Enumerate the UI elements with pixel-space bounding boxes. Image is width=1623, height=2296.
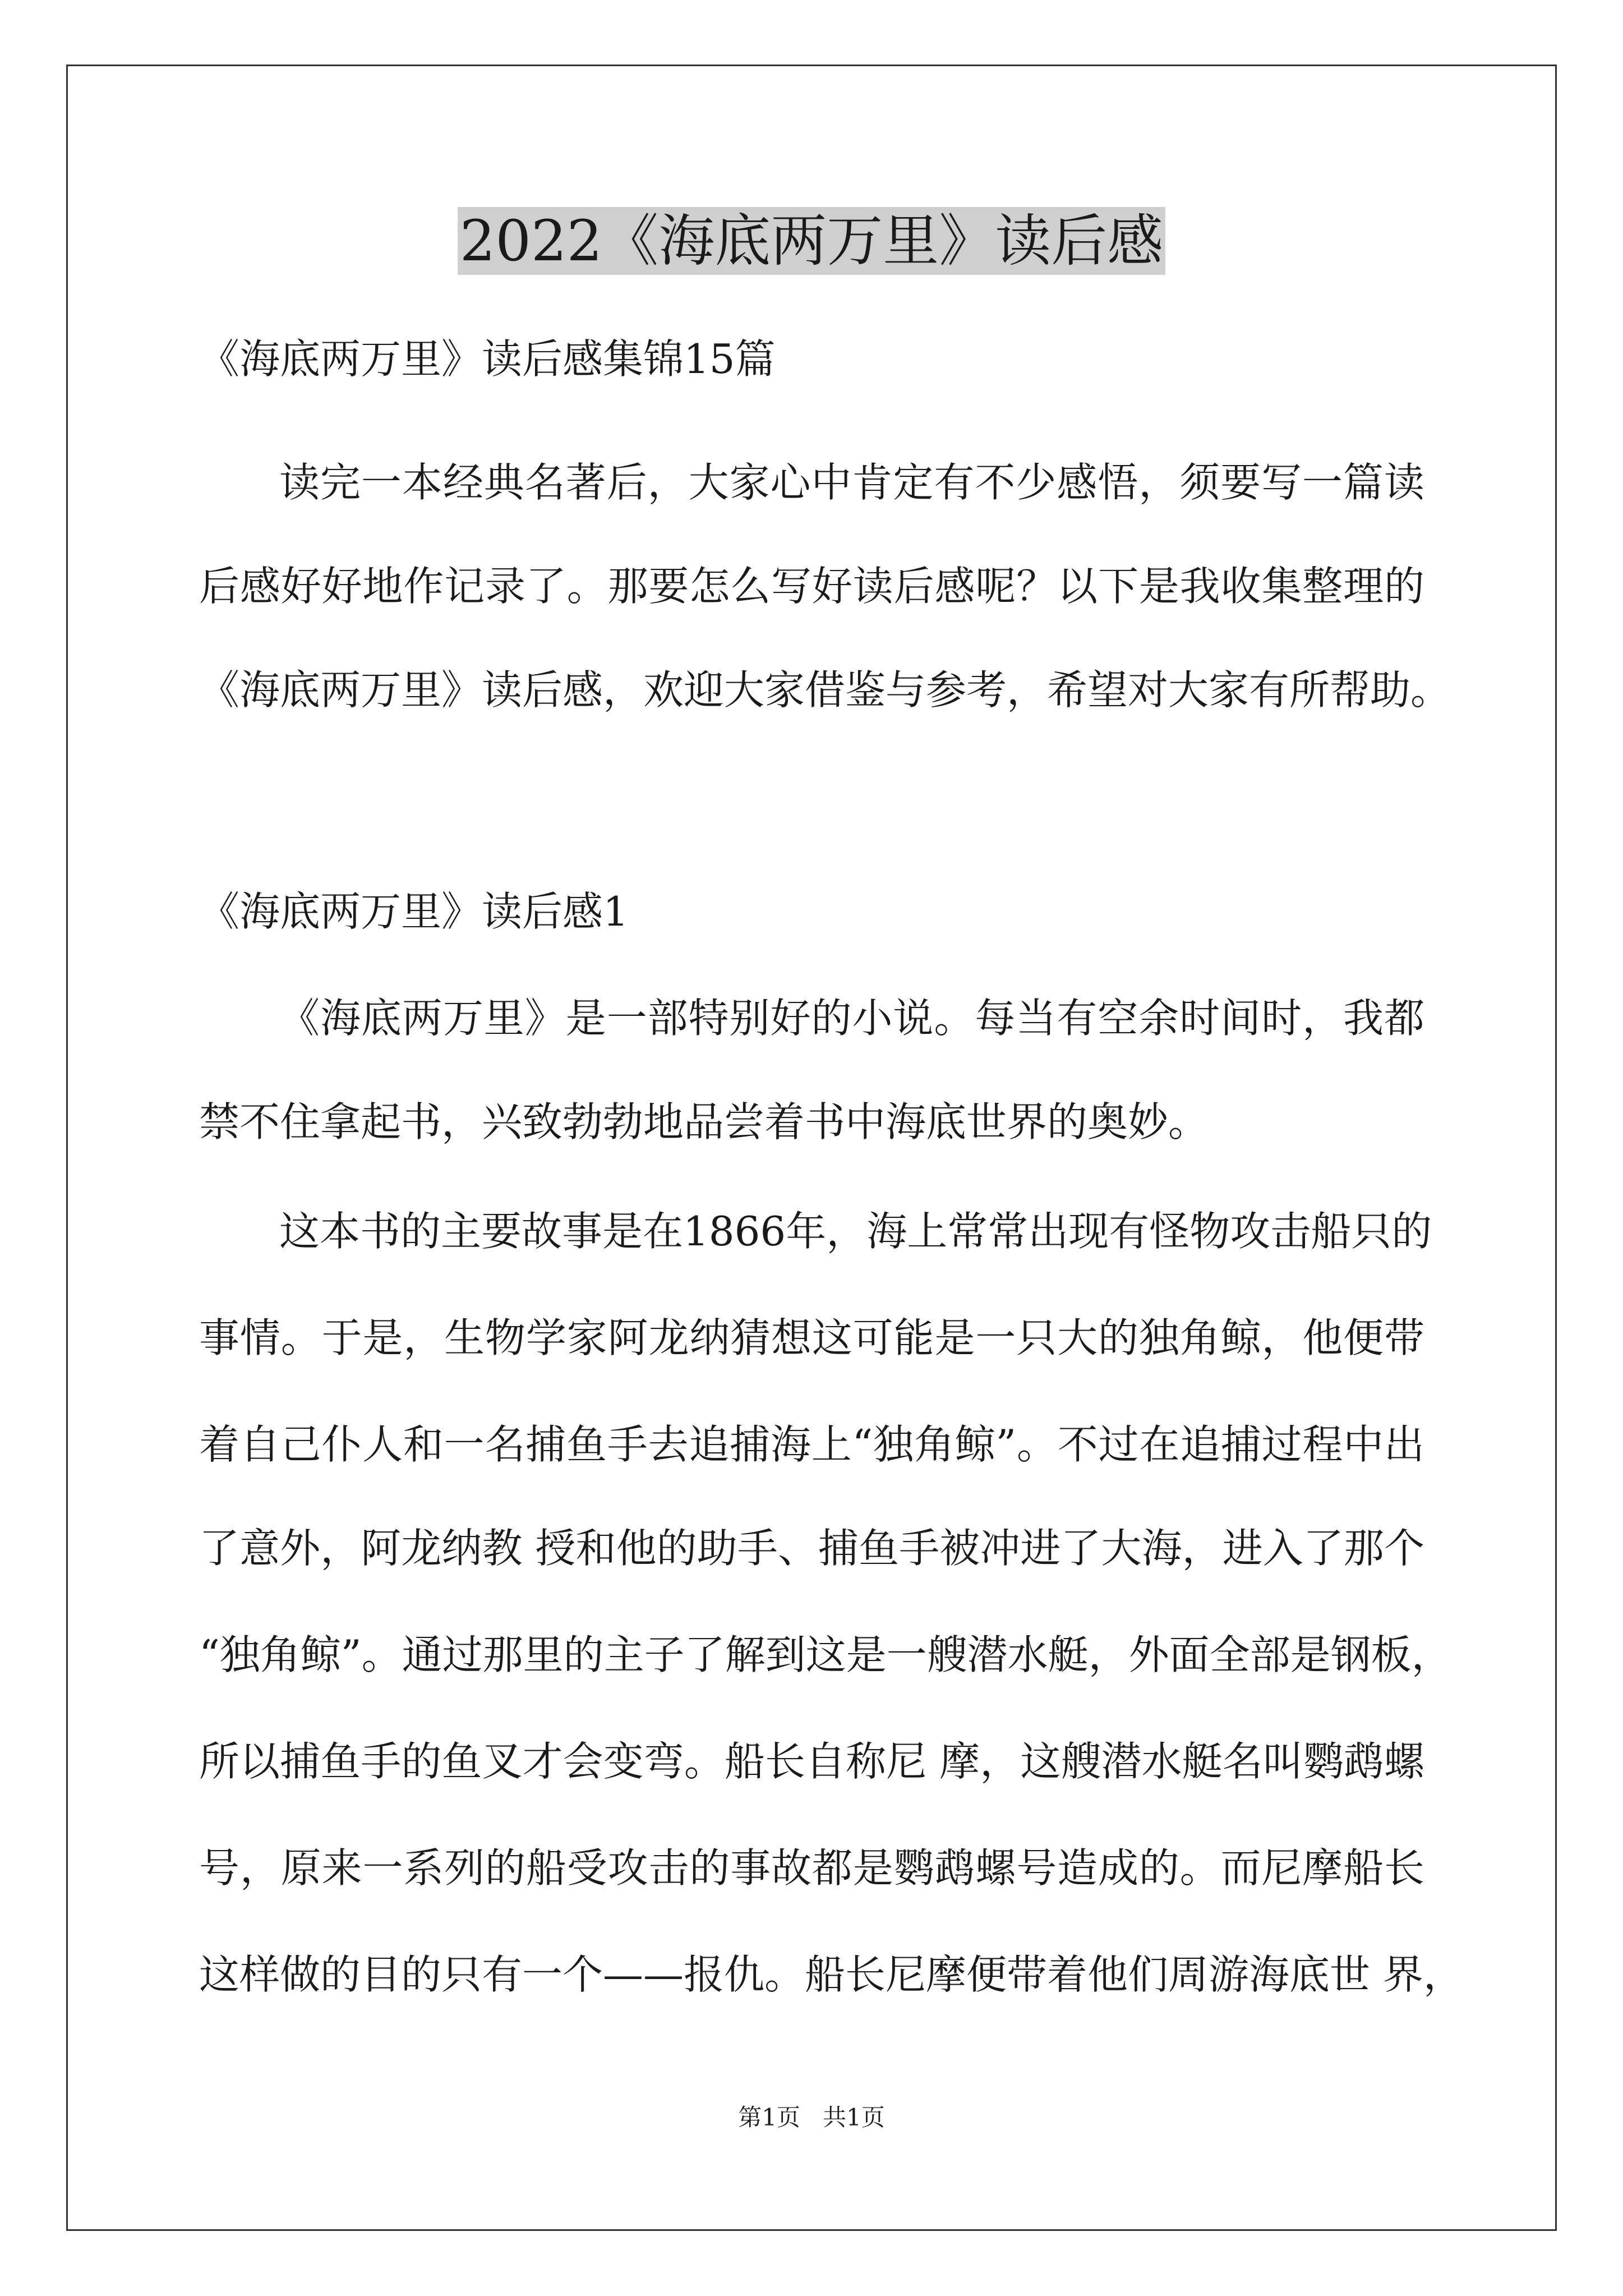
paragraph-line: 这本书的主要故事是在1866年，海上常常出现有怪物攻击船只的	[279, 1208, 1432, 1255]
paragraph-line: 了意外，阿龙纳教 授和他的助手、捕鱼手被冲进了大海，进入了那个	[199, 1525, 1424, 1572]
page-total: 共1页	[823, 2104, 885, 2131]
intro-line: 《海底两万里》读后感，欢迎大家借鉴与参考，希望对大家有所帮助。	[199, 666, 1451, 714]
paragraph-line: 《海底两万里》是一部特别好的小说。每当有空余时间时，我都	[279, 995, 1424, 1042]
page-footer	[0, 2101, 1623, 2134]
paragraph-line: 所以捕鱼手的鱼叉才会变弯。船长自称尼 摩，这艘潜水艇名叫鹦鹉螺	[199, 1738, 1424, 1785]
paragraph-line: 事情。于是，生物学家阿龙纳猜想这可能是一只大的独角鲸，他便带	[199, 1314, 1424, 1361]
intro-line: 读完一本经典名著后，大家心中肯定有不少感悟，须要写一篇读	[279, 459, 1424, 506]
document-title: 2022《海底两万里》读后感	[0, 205, 1623, 278]
paragraph-line: 号，原来一系列的船受攻击的事故都是鹦鹉螺号造成的。而尼摩船长	[199, 1844, 1424, 1892]
paragraph-line: 禁不住拿起书，兴致勃勃地品尝着书中海底世界的奥妙。	[199, 1098, 1209, 1145]
page-number: 第1页	[738, 2104, 800, 2131]
section-heading: 《海底两万里》读后感1	[199, 888, 629, 935]
paragraph-line: “独角鲸”。通过那里的主子了解到这是一艘潜水艇，外面全部是钢板，	[199, 1631, 1452, 1678]
paragraph-line: 这样做的目的只有一个——报仇。船长尼摩便带着他们周游海底世 界，	[199, 1951, 1464, 1998]
intro-line: 后感好好地作记录了。那要怎么写好读后感呢？以下是我收集整理的	[199, 563, 1424, 610]
paragraph-line: 着自己仆人和一名捕鱼手去追捕海上“独角鲸”。不过在追捕过程中出	[199, 1421, 1424, 1468]
document-subtitle: 《海底两万里》读后感集锦15篇	[199, 335, 776, 383]
